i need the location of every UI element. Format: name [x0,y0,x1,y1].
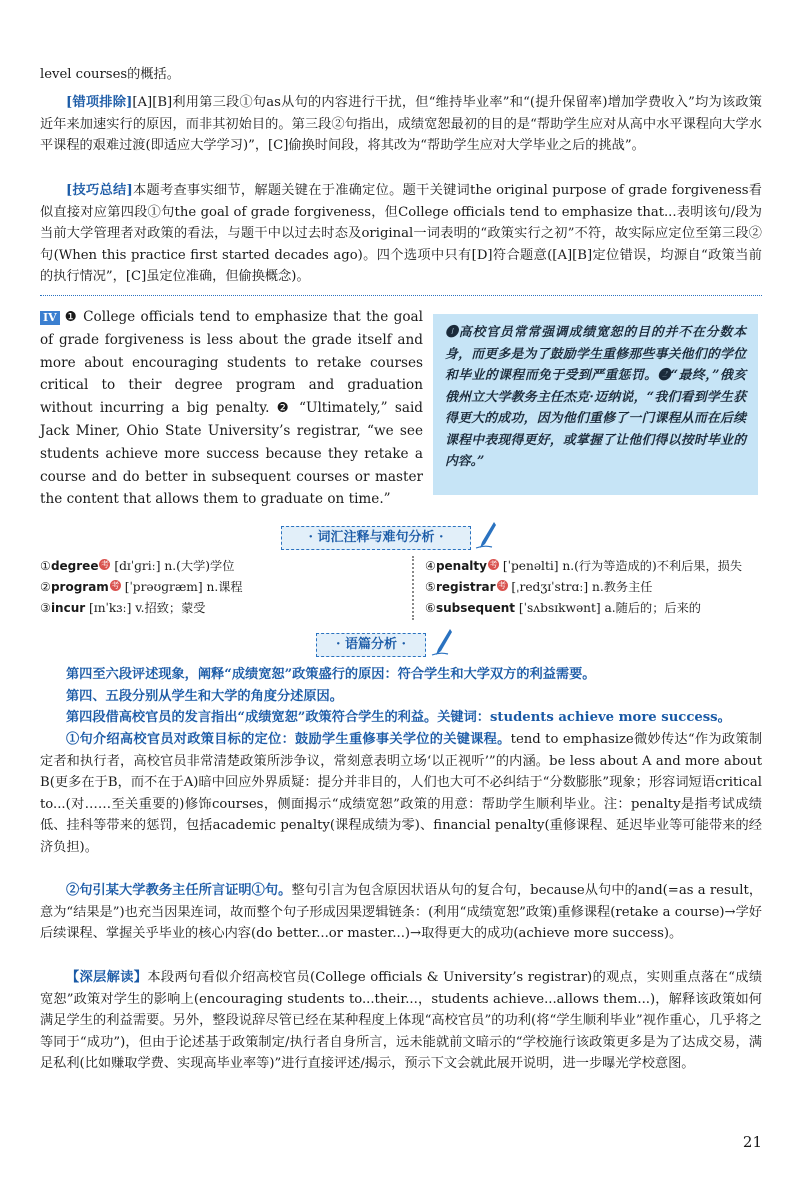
vocab-list-left [40,556,243,619]
section-divider [40,295,762,296]
pen-icon [430,627,454,657]
point-one-lead: ①句介绍高校官员对政策目标的定位：鼓励学生重修事关学位的关键课程。 [66,732,511,747]
skill-summary-paragraph [40,180,762,288]
skill-summary-tag: [技巧总结] [66,183,133,198]
analysis-line: 第四至六段评述现象，阐释“成绩宽恕”政策盛行的原因：符合学生和大学双方的利益需要。 [66,667,596,682]
paragraph-number-badge: IV [40,311,60,325]
english-passage [40,306,423,511]
vocab-separator [412,556,422,620]
deep-reading-tag: 【深层解读】 [66,970,148,985]
point-one-text: tend to emphasize微妙传达“作为政策制定者和执行者，高校官员非常清楚政策所涉争议，常刻意表明立场‘以正视听’”的内涵。be less about A and more about B(更多在于B，而不在于A)暗中回应外界质疑：提分并非目的，人们也大可不必纠结于“分数膨胀”现象；形容词短语critical to...(对……至关重要的)修饰courses，侧面揭示“成绩宽恕”政策的用意：帮助学生顺利毕业。注：penalty是指考试成绩低、挂科等带来的惩罚，包括academic penalty(课程成绩为零)、financial penalty(重修课程、延迟毕业等可能带来的经济负担)。 [40,732,763,855]
vocab-list-right [425,556,742,619]
point-two-paragraph [40,880,762,945]
analysis-line: 第四段借高校官员的发言指出“成绩宽恕”政策符合学生的利益。关键词：students achieve more success。 [66,710,731,725]
vocab-item: ⑤registrar 考 [ˌredʒɪˈstrɑː] n.教务主任 [425,580,653,594]
page-number: 21 [742,1133,762,1151]
vocab-item: ①degree 考 [dɪˈɡriː] n.(大学)学位 [40,559,235,573]
vocab-item: ④penalty 考 [ˈpenəlti] n.(行为等造成的)不利后果，损失 [425,559,743,573]
deep-reading-text: 本段两句看似介绍高校官员(College officials & University’s registrar)的观点，实则重点落在“成绩宽恕”政策对学生的影响上(encouraging students to...their...，students achieve...allows them...)，解释该政策如何满足学生的利益需要。另外，整段说辞尽管已经在某种程度上体现“高校官员”的功利(将“学生顺利毕业”视作重心，几乎将之等同于“成功”)，但由于论述基于政策制定/执行者自身所言，远未能就前文暗示的“学校施行该政策更多是为了达成交易，满足私利(比如赚取学费、实现高毕业率等)”进行直接评述/揭示，预示下文会就此展开说明，进一步曝光学校意图。 [40,970,763,1071]
translation-box: ❶高校官员常常强调成绩宽恕的目的并不在分数本身，而更多是为了鼓励学生重修那些事关他们的学位和毕业的课程而免于受到严重惩罚。❷“最终，”俄亥俄州立大学教务主任杰克·迈纳说，“我们看到学生获得更大的成功，因为他们重修了一门课程从而在后续课程中表现得更好，或掌握了让他们得以按时毕业的内容。” [433,314,758,495]
point-two-lead: ②句引某大学教务主任所言证明①句。 [66,883,292,898]
error-exclusion-paragraph [40,92,762,157]
point-two-text: 整句引言为包含原因状语从句的复合句，because从句中的and(=as a result，意为“结果是”)也充当因果连词，故而整个句子形成因果逻辑链条：(利用“成绩宽恕”政策)重修课程(retake a course)→学好后续课程、掌握关乎毕业的核心内容(do better...or master...)→取得更大的成功(achieve more success)。 [40,883,763,941]
point-one-paragraph [40,729,762,858]
passage-text: ❶ College officials tend to emphasize that the goal of grade forgiveness is less about the grade itself and more about encouraging students to retake courses critical to their degree program and graduation without incurring a big penalty. ❷ “Ultimately,” said Jack Miner, Ohio State University’s registrar, “we see students achieve more success because they retake a course and do better in subsequent courses or master the content that allows them to graduate on time.” [40,309,423,508]
deep-reading-paragraph [40,967,762,1075]
analysis-summary [40,664,762,729]
vocab-banner: · 词汇注释与难句分析 · [281,526,471,550]
top-line: level courses的概括。 [40,67,180,82]
analysis-line: 第四、五段分别从学生和大学的角度分述原因。 [66,688,343,704]
vocab-item: ⑥subsequent [ˈsʌbsɪkwənt] a.随后的；后来的 [425,601,701,615]
error-exclusion-text: [A][B]利用第三段①句as从句的内容进行干扰，但“维持毕业率”和“(提升保留率)增加学费收入”均为该政策近年来加速实行的原因，而非其初始目的。第三段②句指出，成绩宽恕最初的目的是“帮助学生应对从高中水平课程向大学水平课程的艰难过渡(即适应大学学习)”，[C]偷换时间段，将其改为“帮助学生应对大学毕业之后的挑战”。 [40,95,762,153]
pen-icon [474,520,498,550]
analysis-banner: · 语篇分析 · [316,633,426,657]
skill-summary-text: 本题考查事实细节，解题关键在于准确定位。题干关键词the original purpose of grade forgiveness看似直接对应第四段①句the goal of grade forgiveness，但College officials tend to emphasize that...表明该句/段为当前大学管理者对政策的看法，与题干中以过去时态及original一词表明的“政策实行之初”不符，故实际应定位至第三段②句(When this practice first started decades ago)。四个选项中只有[D]符合题意([A][B]定位错误，均源自“政策当前的执行情况”，[C]虽定位准确，但偷换概念)。 [40,183,762,284]
vocab-item: ②program 考 [ˈprəʊɡræm] n.课程 [40,580,243,594]
vocab-item: ③incur [ɪnˈkɜː] v.招致；蒙受 [40,601,206,615]
error-exclusion-tag: [错项排除] [66,95,133,110]
